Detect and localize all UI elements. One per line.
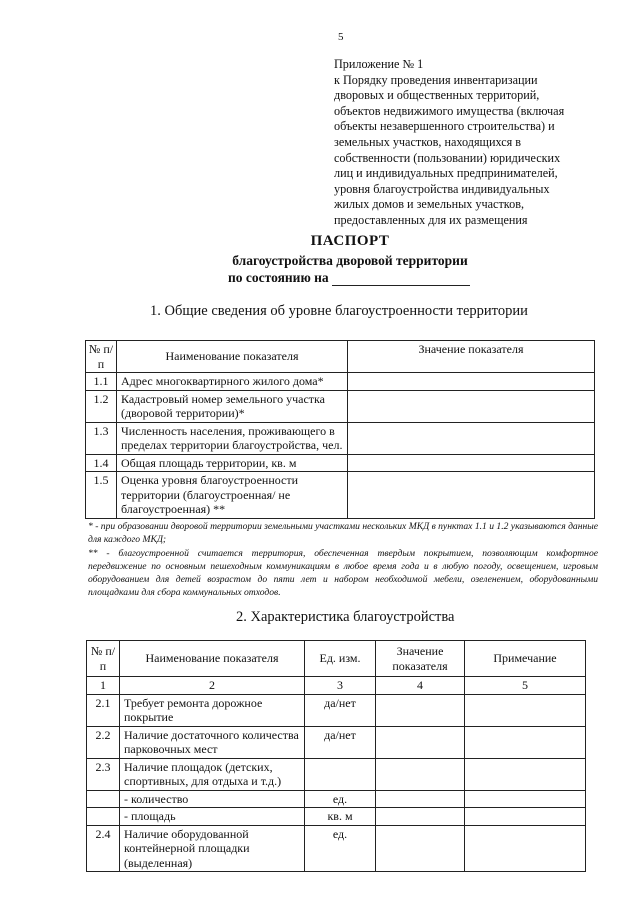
passport-date [228,270,470,286]
table-row [87,726,586,758]
passport-as-of: по состоянию на [228,270,329,285]
row-num: 2.3 [87,758,120,790]
appendix-line: объектов недвижимого имущества (включая [334,103,565,118]
table-row [87,825,586,872]
row-note [465,825,586,872]
table-row [87,790,586,808]
row-num: 1.1 [86,373,117,391]
row-num: 2.1 [87,694,120,726]
row-name: Кадастровый номер земельного участка (дворовой территории)* [117,390,348,422]
row-note [465,694,586,726]
row-name: - площадь [120,808,305,826]
column-index-row [87,677,586,695]
footnote-2: ** - благоустроенной считается территория, обеспеченная твердым покрытием, позволяющим комфортное передвижение по основным пешеходным коммуникациям в любое время года и в любую погоду, освещением, игровым оборудованием для детей возрастом до пяти лет и набором необходимой мебели, озеленением, оборудованными площадками для сбора коммунальных отходов. [88,548,598,598]
general-info-table [85,340,595,519]
appendix-line: Приложение № 1 [334,57,424,71]
row-value [348,472,595,519]
column-index: 1 [87,677,120,695]
column-index: 4 [376,677,465,695]
table-row [87,694,586,726]
row-num: 2.2 [87,726,120,758]
row-num [87,790,120,808]
row-note [465,808,586,826]
appendix-line: земельных участков, находящихся в [334,134,522,149]
row-value [348,422,595,454]
table-row [86,472,595,519]
row-name: Оценка уровня благоустроенности территории (благоустроенная/ не благоустроенная) ** [117,472,348,519]
row-unit: да/нет [305,726,376,758]
row-value [376,758,465,790]
row-name: Наличие достаточного количества парковочных мест [120,726,305,758]
section2-title: 2. Характеристика благоустройства [236,609,455,625]
appendix-line: собственности (пользовании) юридических [334,150,561,165]
date-blank-line [332,272,470,286]
row-value [376,694,465,726]
row-unit: да/нет [305,694,376,726]
appendix-line: к Порядку проведения инвентаризации [334,72,538,87]
header-value: Значение показателя [376,641,465,677]
row-num [87,808,120,826]
row-unit: ед. [305,790,376,808]
row-name: Численность населения, проживающего в пределах территории благоустройства, чел. [117,422,348,454]
table-row [86,422,595,454]
column-index: 2 [120,677,305,695]
header-unit: Ед. изм. [305,641,376,677]
row-num: 1.3 [86,422,117,454]
row-value [376,825,465,872]
table-row [86,390,595,422]
row-num: 1.4 [86,454,117,472]
row-name: Наличие оборудованной контейнерной площадки (выделенная) [120,825,305,872]
row-value [348,390,595,422]
row-num: 2.4 [87,825,120,872]
row-name: Общая площадь территории, кв. м [117,454,348,472]
header-num: № п/п [86,341,117,373]
footnotes [88,520,598,600]
row-value [348,373,595,391]
appendix-line: жилых домов и земельных участков, [334,197,524,212]
appendix-line: дворовых и общественных территорий, [334,88,540,103]
row-value [376,726,465,758]
header-note: Примечание [465,641,586,677]
row-name: - количество [120,790,305,808]
column-index: 3 [305,677,376,695]
header-name: Наименование показателя [117,341,348,373]
row-num: 1.5 [86,472,117,519]
row-name: Требует ремонта дорожное покрытие [120,694,305,726]
table-row [87,808,586,826]
row-unit: кв. м [305,808,376,826]
table-row [87,758,586,790]
row-note [465,790,586,808]
header-value: Значение показателя [348,341,595,373]
header-num: № п/п [87,641,120,677]
appendix-block [334,57,624,229]
footnote-1: * - при образовании дворовой территории земельными участками нескольких МКД в пунктах 1.1 и 1.2 указываются данные для каждого МКД; [88,521,598,545]
row-note [465,726,586,758]
row-value [348,454,595,472]
row-name: Наличие площадок (детских, спортивных, для отдыха и т.д.) [120,758,305,790]
row-value [376,808,465,826]
appendix-line: уровня благоустройства индивидуальных [334,181,550,196]
characteristics-table [86,640,586,872]
table-row [86,373,595,391]
section1-title: 1. Общие сведения об уровне благоустроенности территории [150,303,528,319]
table-row [86,454,595,472]
appendix-line: объекты незавершенного строительства) и [334,119,555,134]
column-index: 5 [465,677,586,695]
row-unit [305,758,376,790]
page-number: 5 [338,31,344,43]
passport-subtitle: благоустройства дворовой территории [232,253,468,268]
row-name: Адрес многоквартирного жилого дома* [117,373,348,391]
row-num: 1.2 [86,390,117,422]
row-note [465,758,586,790]
row-unit: ед. [305,825,376,872]
header-name: Наименование показателя [120,641,305,677]
appendix-line: предоставленных для их размещения [334,212,528,227]
passport-title: ПАСПОРТ [310,233,390,249]
appendix-line: лиц и индивидуальных предпринимателей, [334,166,558,181]
row-value [376,790,465,808]
